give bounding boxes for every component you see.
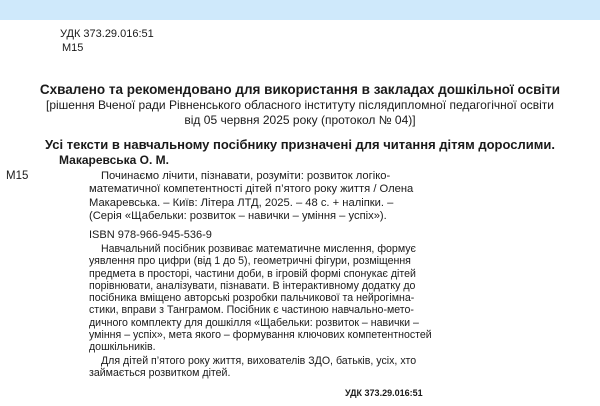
approval-detail bbox=[0, 98, 600, 128]
udk-code-top: УДК 373.29.016:51 bbox=[60, 28, 154, 40]
approval-title: Схвалено та рекомендовано для використання в закладах дошкільної освіти bbox=[39, 82, 561, 97]
annotation-line: предмета в просторі, частини доби, в ігровій формі спонукає дітей bbox=[89, 267, 416, 280]
audience-line: Для дітей п’ятого року життя, вихователів ЗДО, батьків, усіх, хто bbox=[101, 355, 417, 367]
author-mark: М15 bbox=[6, 170, 29, 182]
annotation-line: дошкільників. bbox=[89, 341, 156, 354]
annotation-line: уявлення про цифри (від 1 до 5), геометричні фігури, розміщення bbox=[89, 255, 411, 268]
top-color-band bbox=[0, 0, 600, 20]
annotation bbox=[89, 243, 589, 354]
annotation-line: посібника вміщено авторські розробки пальчикової та нейрогімна- bbox=[89, 292, 415, 305]
annotation-line: уміння – успіх», мета якого – формування ключових компетентностей bbox=[89, 329, 432, 342]
audience-note bbox=[89, 355, 589, 380]
annotation-line: стики, вправи з Танграмом. Посібник є частиною навчально-мето- bbox=[89, 304, 414, 317]
biblio-line: (Серія «Щабельки: розвиток – навички – уміння – успіх»). bbox=[89, 209, 387, 222]
approval-detail-line: від 05 червня 2025 року (протокол № 04)] bbox=[184, 113, 416, 127]
biblio-line: Макаревська. – Київ: Літера ЛТД, 2025. – 48 с. + наліпки. – bbox=[89, 196, 394, 209]
audience-line: займається розвитком дітей. bbox=[89, 367, 231, 380]
biblio-line: Починаємо лічити, пізнавати, розуміти: розвиток логіко- bbox=[101, 170, 391, 182]
bibliographic-description bbox=[89, 170, 584, 223]
annotation-line: Навчальний посібник розвиває математичне мислення, формує bbox=[101, 243, 416, 255]
readers-note: Усі тексти в навчальному посібнику призначені для читання дітям дорослими. bbox=[45, 137, 555, 152]
biblio-line: математичної компетентності дітей п’ятого року життя / Олена bbox=[89, 183, 414, 196]
author-mark-top: М15 bbox=[62, 42, 84, 54]
isbn: ISBN 978-966-945-536-9 bbox=[89, 229, 212, 241]
annotation-line: дичного комплекту для дошкілля «Щабельки: розвиток – навички – bbox=[89, 316, 419, 329]
annotation-line: порівнювати, аналізувати, пізнавати. В інтерактивному додатку до bbox=[89, 279, 416, 292]
author-name: Макаревська О. М. bbox=[59, 153, 169, 167]
udk-code-bottom: УДК 373.29.016:51 bbox=[345, 388, 423, 398]
approval-detail-line: [рішення Вченої ради Рівненського обласного інституту післядипломної педагогічної освіти bbox=[46, 98, 554, 112]
